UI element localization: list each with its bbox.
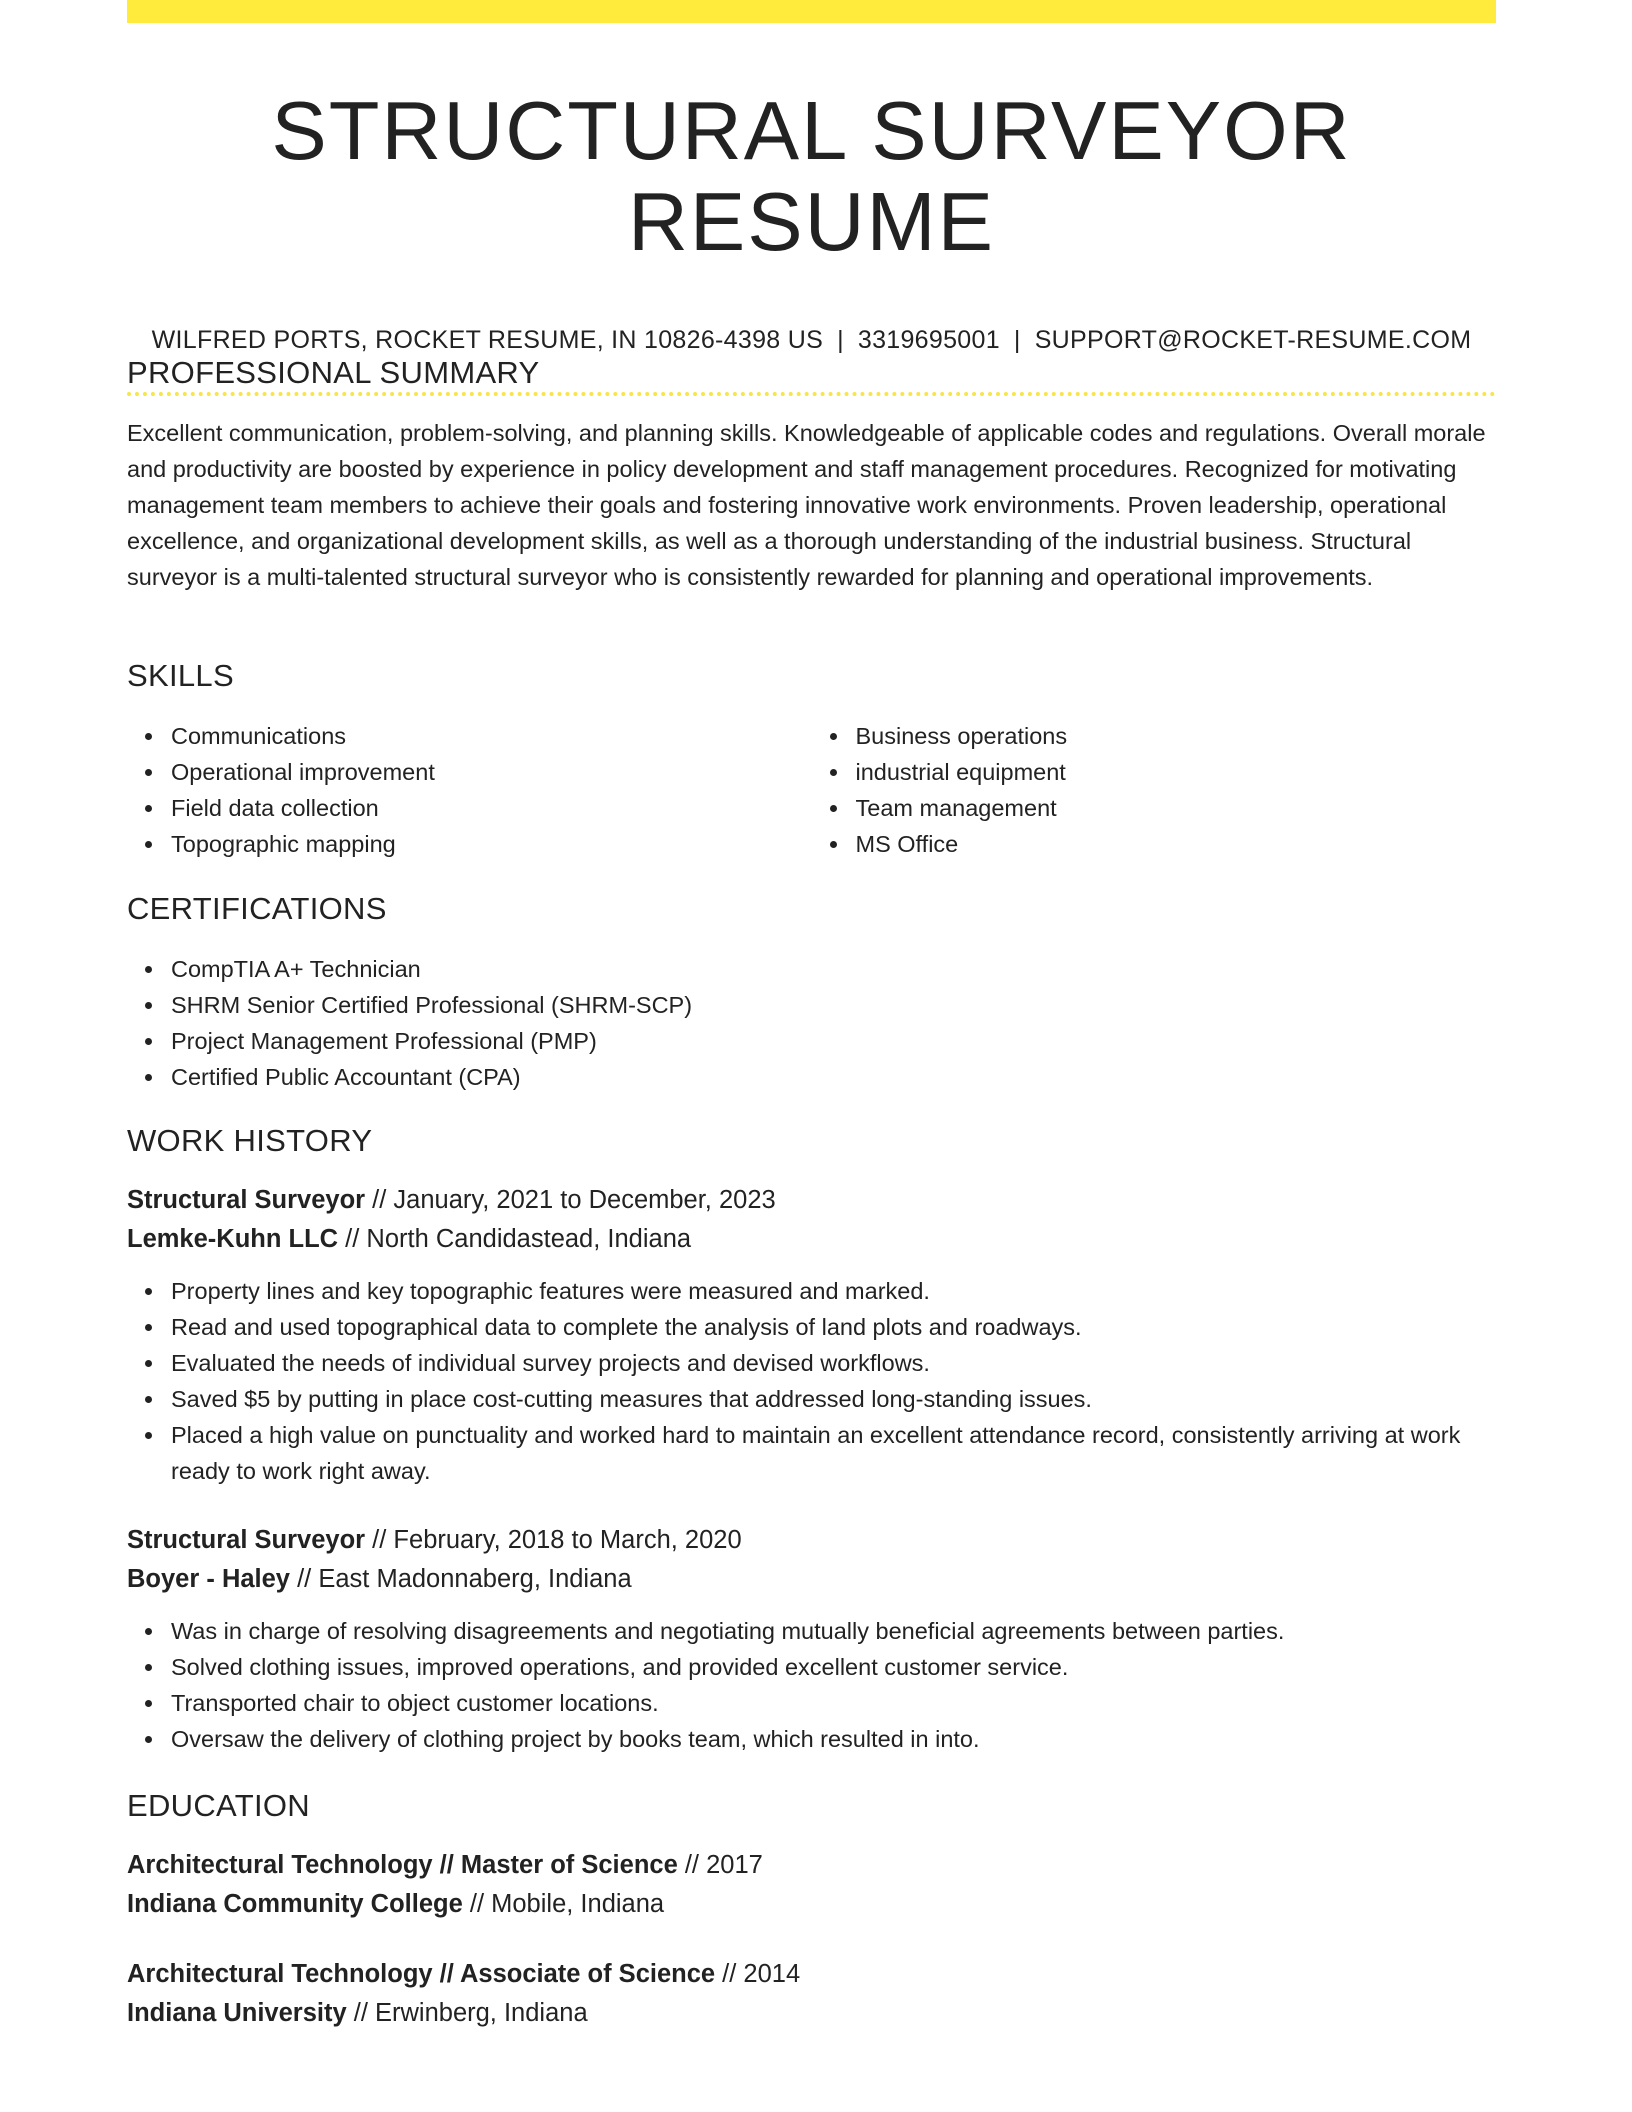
skill-item: Operational improvement xyxy=(171,754,812,790)
job-bullet: Saved $5 by putting in place cost-cutting measures that addressed long-standing issues. xyxy=(171,1381,1496,1417)
education-entry xyxy=(127,1955,1496,2033)
job-bullet: Property lines and key topographic features were measured and marked. xyxy=(171,1273,1496,1309)
work-history-section xyxy=(127,1123,1496,1757)
job-dates: // January, 2021 to December, 2023 xyxy=(365,1186,776,1214)
job-bullet: Oversaw the delivery of clothing project by books team, which resulted in into. xyxy=(171,1721,1496,1757)
degree: Architectural Technology // Associate of Science xyxy=(127,1960,716,1988)
job-title: Structural Surveyor xyxy=(127,1186,366,1214)
job-location: // North Candidastead, Indiana xyxy=(338,1225,692,1253)
job-title-line xyxy=(127,1521,1496,1560)
certification-item: CompTIA A+ Technician xyxy=(171,951,1496,987)
skills-grid xyxy=(127,718,1496,862)
job-dates: // February, 2018 to March, 2020 xyxy=(365,1526,742,1554)
job-bullet: Placed a high value on punctuality and worked hard to maintain an excellent attendance record, consistently arriving at work ready to work right away. xyxy=(171,1417,1496,1489)
summary-text: Excellent communication, problem-solving, and planning skills. Knowledgeable of applicable codes and regulations. Overall morale and productivity are boosted by experience in policy development and staff management procedures. Recognized for motivating management team members to achieve their goals and fostering innovative work environments. Proven leadership, operational excellence, and organizational development skills, as well as a thorough understanding of the industrial business. Structural surveyor is a multi-talented structural surveyor who is consistently rewarded for planning and operational improvements. xyxy=(127,420,1486,590)
degree-year: // 2017 xyxy=(677,1851,763,1879)
skills-list-right xyxy=(812,718,1497,862)
contact-separator: | xyxy=(837,325,844,354)
summary-section xyxy=(127,355,1496,595)
resume-title: STRUCTURAL SURVEYOR RESUME xyxy=(271,84,1352,269)
education-section xyxy=(127,1788,1496,2033)
degree-year: // 2014 xyxy=(715,1960,801,1988)
certification-item: Certified Public Accountant (CPA) xyxy=(171,1059,1496,1095)
job-company-line xyxy=(127,1220,1496,1259)
school-line xyxy=(127,1994,1496,2033)
skill-item: Topographic mapping xyxy=(171,826,812,862)
education-heading: EDUCATION xyxy=(127,1788,310,1823)
school-location: // Erwinberg, Indiana xyxy=(346,1999,588,2027)
school: Indiana Community College xyxy=(127,1890,463,1918)
skills-list-left xyxy=(127,718,812,862)
contact-address: WILFRED PORTS, ROCKET RESUME, IN 10826-4398 US xyxy=(151,325,824,354)
summary-heading: PROFESSIONAL SUMMARY xyxy=(127,355,540,390)
contact-separator: | xyxy=(1013,325,1021,354)
degree-line xyxy=(127,1955,1496,1994)
skill-item: Team management xyxy=(856,790,1497,826)
job-title-line xyxy=(127,1181,1496,1220)
school: Indiana University xyxy=(127,1999,347,2027)
skills-heading: SKILLS xyxy=(127,658,234,693)
degree: Architectural Technology // Master of Science xyxy=(127,1851,678,1879)
job-entry xyxy=(127,1521,1496,1757)
skill-item: industrial equipment xyxy=(856,754,1497,790)
skill-item: Communications xyxy=(171,718,812,754)
job-title: Structural Surveyor xyxy=(127,1526,366,1554)
job-bullet: Solved clothing issues, improved operations, and provided excellent customer service. xyxy=(171,1649,1496,1685)
degree-line xyxy=(127,1846,1496,1885)
contact-line xyxy=(127,326,1496,355)
job-company: Lemke-Kuhn LLC xyxy=(127,1225,339,1253)
resume-page xyxy=(127,0,1496,2027)
work-history-heading: WORK HISTORY xyxy=(127,1123,373,1158)
contact-email[interactable]: SUPPORT@ROCKET-RESUME.COM xyxy=(1034,325,1472,354)
contact-phone[interactable]: 3319695001 xyxy=(857,325,1000,354)
job-bullet: Read and used topographical data to complete the analysis of land plots and roadways. xyxy=(171,1309,1496,1345)
job-bullets xyxy=(127,1273,1496,1489)
skill-item: MS Office xyxy=(856,826,1497,862)
job-entry xyxy=(127,1181,1496,1489)
certification-item: Project Management Professional (PMP) xyxy=(171,1023,1496,1059)
job-company: Boyer - Haley xyxy=(127,1565,290,1593)
job-bullet: Transported chair to object customer locations. xyxy=(171,1685,1496,1721)
job-company-line xyxy=(127,1560,1496,1599)
job-bullets xyxy=(127,1613,1496,1757)
education-entry xyxy=(127,1846,1496,1924)
job-bullet: Was in charge of resolving disagreements and negotiating mutually beneficial agreements between parties. xyxy=(171,1613,1496,1649)
job-location: // East Madonnaberg, Indiana xyxy=(290,1565,632,1593)
skill-item: Field data collection xyxy=(171,790,812,826)
certifications-list xyxy=(127,951,1496,1095)
school-line xyxy=(127,1885,1496,1924)
certifications-section xyxy=(127,891,1496,1095)
school-location: // Mobile, Indiana xyxy=(462,1890,665,1918)
job-bullet: Evaluated the needs of individual survey projects and devised workflows. xyxy=(171,1345,1496,1381)
skill-item: Business operations xyxy=(856,718,1497,754)
certification-item: SHRM Senior Certified Professional (SHRM-SCP) xyxy=(171,987,1496,1023)
accent-bar xyxy=(127,0,1496,23)
certifications-heading: CERTIFICATIONS xyxy=(127,891,387,926)
skills-section xyxy=(127,658,1496,862)
